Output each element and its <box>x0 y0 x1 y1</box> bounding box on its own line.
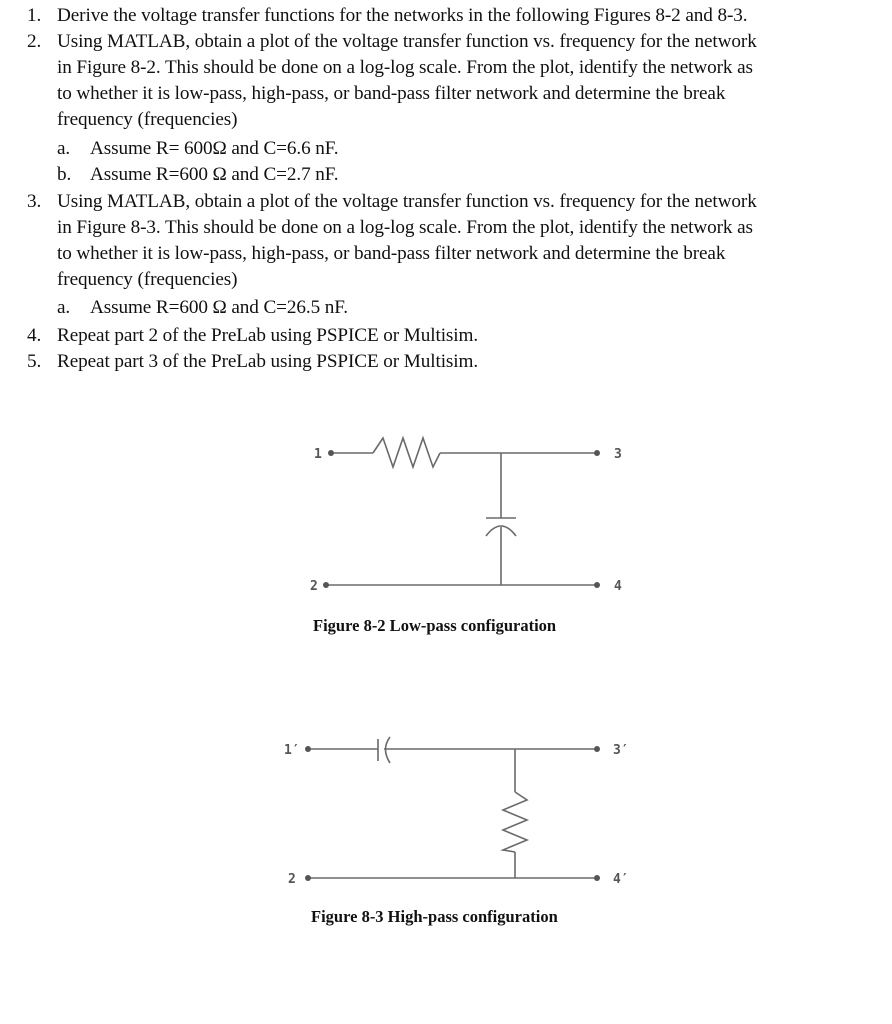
subitem-letter: a. <box>57 297 71 318</box>
item-text: in Figure 8-3. This should be done on a log-log scale. From the plot, identify the network as <box>57 217 753 238</box>
terminal-dot-1-prime <box>305 746 311 752</box>
item-text: Using MATLAB, obtain a plot of the voltage transfer function vs. frequency for the network <box>57 191 757 212</box>
item-number: 5. <box>27 351 42 372</box>
terminal-label-1: 1 <box>314 447 322 462</box>
item-text: Derive the voltage transfer functions for the networks in the following Figures 8-2 and 8-3. <box>57 5 748 26</box>
item-number: 2. <box>27 31 42 52</box>
terminal-label-2: 2 <box>288 872 296 887</box>
item-text: to whether it is low-pass, high-pass, or band-pass filter network and determine the break <box>57 243 726 264</box>
item-text: in Figure 8-2. This should be done on a log-log scale. From the plot, identify the network as <box>57 57 753 78</box>
subitem-letter: a. <box>57 138 71 159</box>
item-text: Using MATLAB, obtain a plot of the voltage transfer function vs. frequency for the network <box>57 31 757 52</box>
terminal-label-1-prime: 1′ <box>284 743 300 758</box>
item-text: frequency (frequencies) <box>57 269 238 290</box>
terminal-label-4-prime: 4′ <box>613 872 629 887</box>
figure-caption: Figure 8-2 Low-pass configuration <box>313 616 557 635</box>
item-number: 1. <box>27 5 42 26</box>
item-text: to whether it is low-pass, high-pass, or band-pass filter network and determine the break <box>57 83 726 104</box>
item-text: Repeat part 3 of the PreLab using PSPICE or Multisim. <box>57 351 479 372</box>
item-number: 4. <box>27 325 42 346</box>
subitem-text: Assume R= 600Ω and C=6.6 nF. <box>90 138 339 159</box>
item-number: 3. <box>27 191 42 212</box>
terminal-label-2: 2 <box>310 579 318 594</box>
terminal-label-3: 3 <box>614 447 622 462</box>
item-text: frequency (frequencies) <box>57 109 238 130</box>
subitem-text: Assume R=600 Ω and C=2.7 nF. <box>90 164 339 185</box>
resistor-icon <box>503 792 527 852</box>
subitem-text: Assume R=600 Ω and C=26.5 nF. <box>90 297 348 318</box>
capacitor-curved-plate-icon <box>386 737 391 763</box>
item-text: Repeat part 2 of the PreLab using PSPICE or Multisim. <box>57 325 479 346</box>
terminal-label-3-prime: 3′ <box>613 743 629 758</box>
terminal-dot-4-prime <box>594 875 600 881</box>
terminal-label-4: 4 <box>614 579 622 594</box>
terminal-dot-3-prime <box>594 746 600 752</box>
subitem-letter: b. <box>57 164 72 185</box>
terminal-dot-2 <box>305 875 311 881</box>
figure-caption: Figure 8-3 High-pass configuration <box>311 907 558 926</box>
